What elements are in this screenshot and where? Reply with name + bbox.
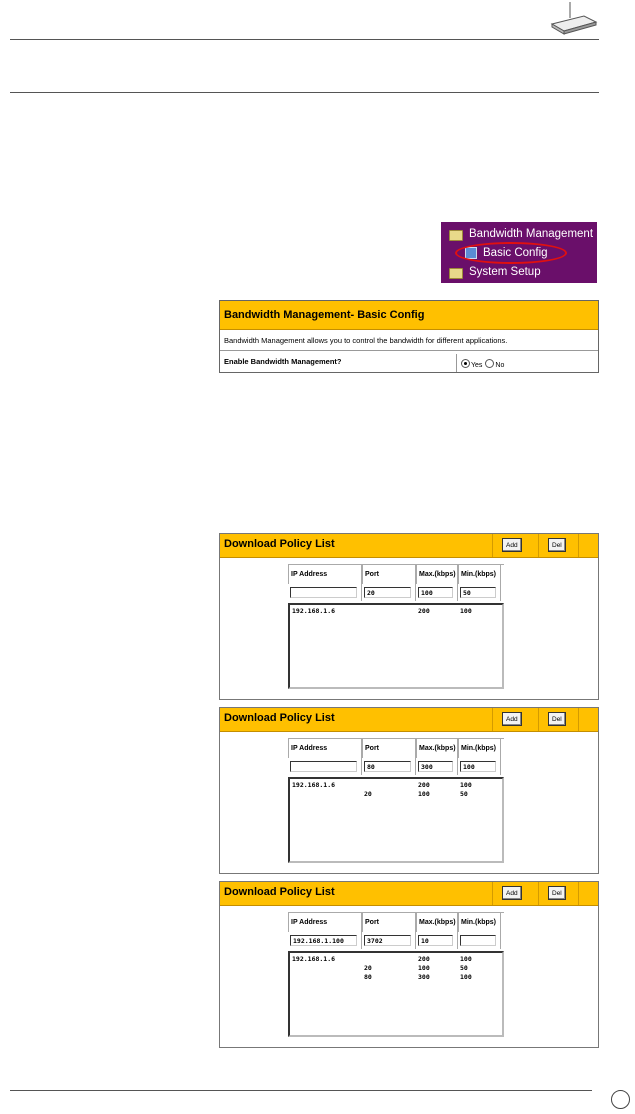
cell-ip <box>290 964 364 973</box>
header-divider <box>492 708 493 731</box>
download-policy-panel-1 <box>219 533 599 700</box>
col-port: Port <box>362 739 416 758</box>
cell-min: 50 <box>460 964 468 972</box>
panel-description: Bandwidth Management allows you to control the bandwidth for different applications. <box>220 330 598 351</box>
cell-max: 200 <box>418 781 430 789</box>
col-max-kbps: Max.(kbps) <box>416 565 458 584</box>
sidebar-menu <box>441 222 597 283</box>
yes-label: Yes <box>471 361 483 369</box>
list-item[interactable] <box>290 973 502 982</box>
list-item[interactable] <box>290 607 502 616</box>
cell-port <box>364 781 418 790</box>
header-rule-top <box>10 39 599 40</box>
policy-title: Download Policy List <box>224 886 335 898</box>
del-button[interactable]: Del <box>548 886 566 900</box>
no-label: No <box>495 361 505 369</box>
policy-table <box>288 912 504 1037</box>
policy-table <box>288 564 504 689</box>
policy-header <box>220 534 598 558</box>
folder-icon <box>449 230 463 241</box>
port-input[interactable]: 3702 <box>364 935 411 946</box>
table-header <box>288 564 504 584</box>
cell-port <box>364 955 418 964</box>
min-kbps-input[interactable]: 50 <box>460 587 496 598</box>
folder-icon <box>449 268 463 279</box>
ip-address-input[interactable] <box>290 587 357 598</box>
sidebar-item-label: Basic Config <box>483 247 548 259</box>
port-input[interactable]: 20 <box>364 587 411 598</box>
highlight-circle <box>455 242 567 264</box>
col-ip-address: IP Address <box>288 913 362 932</box>
router-icon <box>548 0 598 36</box>
header-divider <box>578 882 579 905</box>
col-max-kbps: Max.(kbps) <box>416 739 458 758</box>
cell-ip: 192.168.1.6 <box>292 955 336 963</box>
policy-header <box>220 708 598 732</box>
policy-header <box>220 882 598 906</box>
page-number-circle <box>611 1090 630 1109</box>
header-rule-bottom <box>10 92 599 93</box>
ip-address-input[interactable] <box>290 761 357 772</box>
header-divider <box>538 882 539 905</box>
col-min-kbps: Min.(kbps) <box>458 565 501 584</box>
policy-title: Download Policy List <box>224 712 335 724</box>
sidebar-item-label: Bandwidth Management <box>469 228 594 240</box>
add-button[interactable]: Add <box>502 886 522 900</box>
cell-min: 100 <box>460 781 472 789</box>
max-kbps-input[interactable]: 10 <box>418 935 453 946</box>
cell-min: 50 <box>460 790 468 798</box>
cell-max: 200 <box>418 955 430 963</box>
header-divider <box>538 708 539 731</box>
cell-ip <box>290 973 364 982</box>
policy-list[interactable] <box>288 777 504 863</box>
col-port: Port <box>362 913 416 932</box>
policy-title: Download Policy List <box>224 538 335 550</box>
col-ip-address: IP Address <box>288 565 362 584</box>
panel-title: Bandwidth Management- Basic Config <box>220 301 598 330</box>
enable-row <box>220 351 598 372</box>
yes-radio[interactable] <box>461 359 470 368</box>
col-min-kbps: Min.(kbps) <box>458 913 501 932</box>
add-button[interactable]: Add <box>502 538 522 552</box>
policy-list[interactable] <box>288 603 504 689</box>
footer-rule <box>10 1090 592 1091</box>
max-kbps-input[interactable]: 300 <box>418 761 453 772</box>
table-header <box>288 738 504 758</box>
policy-list[interactable] <box>288 951 504 1037</box>
cell-max: 300 <box>418 973 430 981</box>
header-divider <box>578 708 579 731</box>
header-divider <box>538 534 539 557</box>
sidebar-item-label: System Setup <box>469 266 541 278</box>
header-divider <box>492 882 493 905</box>
cell-port: 80 <box>364 973 372 981</box>
cell-max: 100 <box>418 964 430 972</box>
enable-label: Enable Bandwidth Management? <box>224 357 342 366</box>
del-button[interactable]: Del <box>548 538 566 552</box>
header-divider <box>578 534 579 557</box>
list-item[interactable] <box>290 955 502 964</box>
del-button[interactable]: Del <box>548 712 566 726</box>
add-button[interactable]: Add <box>502 712 522 726</box>
table-header <box>288 912 504 932</box>
col-min-kbps: Min.(kbps) <box>458 739 501 758</box>
download-policy-panel-3 <box>219 881 599 1048</box>
cell-max: 100 <box>418 790 430 798</box>
list-item[interactable] <box>290 790 502 799</box>
max-kbps-input[interactable]: 100 <box>418 587 453 598</box>
cell-ip: 192.168.1.6 <box>292 607 336 615</box>
enable-options <box>456 354 504 372</box>
col-ip-address: IP Address <box>288 739 362 758</box>
sidebar-item-bandwidth-management[interactable] <box>449 225 593 243</box>
cell-min: 100 <box>460 955 472 963</box>
list-item[interactable] <box>290 964 502 973</box>
no-radio[interactable] <box>485 359 494 368</box>
input-row <box>288 932 504 949</box>
download-policy-panel-2 <box>219 707 599 874</box>
port-input[interactable]: 80 <box>364 761 411 772</box>
basic-config-panel <box>219 300 599 373</box>
input-row <box>288 584 504 601</box>
ip-address-input[interactable]: 192.168.1.100 <box>290 935 357 946</box>
sidebar-item-system-setup[interactable] <box>449 263 541 281</box>
min-kbps-input[interactable] <box>460 935 496 946</box>
cell-min: 100 <box>460 607 472 615</box>
col-port: Port <box>362 565 416 584</box>
cell-min: 100 <box>460 973 472 981</box>
header-divider <box>492 534 493 557</box>
cell-ip <box>290 790 364 799</box>
list-item[interactable] <box>290 781 502 790</box>
cell-ip: 192.168.1.6 <box>292 781 336 789</box>
cell-port: 20 <box>364 790 372 798</box>
cell-max: 200 <box>418 607 430 615</box>
min-kbps-input[interactable]: 100 <box>460 761 496 772</box>
cell-port <box>364 607 418 616</box>
cell-port: 20 <box>364 964 372 972</box>
policy-table <box>288 738 504 863</box>
col-max-kbps: Max.(kbps) <box>416 913 458 932</box>
input-row <box>288 758 504 775</box>
